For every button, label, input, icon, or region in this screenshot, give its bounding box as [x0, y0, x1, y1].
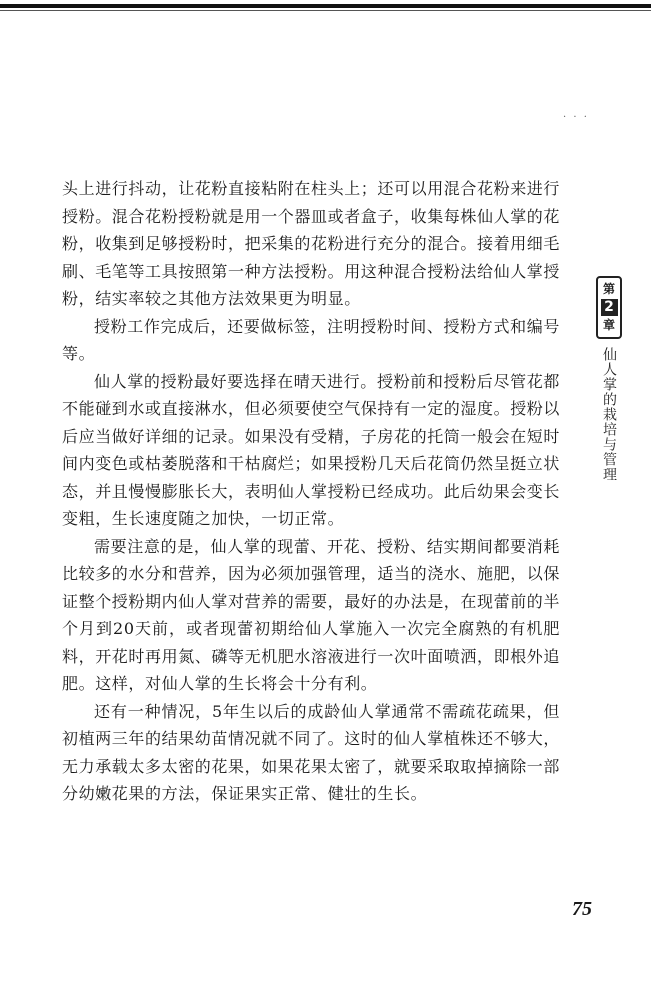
top-rule [0, 4, 651, 8]
paragraph-3: 仙人掌的授粉最好要选择在晴天进行。授粉前和授粉后尽管花都不能碰到水或直接淋水，但必须要使空气保持有一定的湿度。授粉以后应当做好详细的记录。如果没有受精，子房花的托筒一般会在短时间内变色或枯萎脱落和干枯腐烂；如果授粉几天后花筒仍然呈挺立状态，并且慢慢膨胀长大，表明仙人掌授粉已经成功。此后幼果会变长变粗，生长速度随之加快，一切正常。 [62, 371, 561, 528]
paragraph-4: 需要注意的是，仙人掌的现蕾、开花、授粉、结实期间都要消耗比较多的水分和营养，因为必须加强管理，适当的浇水、施肥，以保证整个授粉期内仙人掌对营养的需要，最好的办法是，在现蕾前的半个月到20天前，或者现蕾初期给仙人掌施入一次完全腐熟的有机肥料，开花时再用氮、磷等无机肥水溶液进行一次叶面喷洒，即根外追肥。这样，对仙人掌的生长将会十分有利。 [62, 536, 561, 693]
top-rule-thin [0, 10, 651, 11]
paragraph-5: 还有一种情况，5年生以后的成龄仙人掌通常不需疏花疏果，但初植两三年的结果幼苗情况就不同了。这时的仙人掌植株还不够大，无力承载太多太密的花果，如果花果太密了，就要采取取掉摘除一部分幼嫩花果的方法，保证果实正常、健壮的生长。 [62, 701, 561, 803]
paragraph-1: 头上进行抖动，让花粉直接粘附在柱头上；还可以用混合花粉来进行授粉。混合花粉授粉就是用一个器皿或者盒子，收集每株仙人掌的花粉，收集到足够授粉时，把采集的花粉进行充分的混合。接着用细毛刷、毛笔等工具按照第一种方法授粉。用这种混合授粉法给仙人掌授粉，结实率较之其他方法效果更为明显。 [62, 179, 561, 308]
section-title: 仙人掌的栽培与管理 [601, 347, 617, 482]
body-text [62, 175, 560, 808]
page-number: 75 [572, 898, 592, 920]
chapter-number: 2 [601, 299, 618, 316]
paragraph-2: 授粉工作完成后，还要做标签，注明授粉时间、授粉方式和编号等。 [62, 316, 560, 363]
chapter-prefix: 第 [602, 282, 615, 296]
chapter-tab [596, 276, 622, 339]
chapter-suffix: 章 [602, 318, 615, 332]
chapter-sidebar [594, 276, 624, 482]
corner-mark: · · · [563, 112, 589, 123]
